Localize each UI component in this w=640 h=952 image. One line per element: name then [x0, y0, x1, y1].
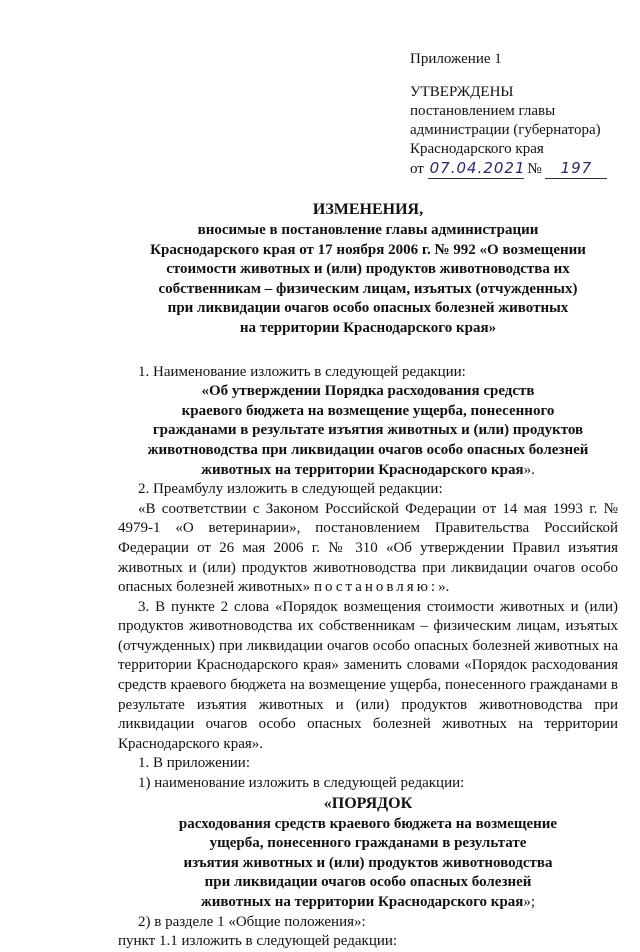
document-body [118, 200, 618, 952]
order-line: изъятия животных и (или) продуктов животноводства [183, 854, 553, 871]
heading-line: Краснодарского края от 17 ноября 2006 г. № 992 «О возмещении [150, 241, 586, 258]
item-1-line: гражданами в результате изъятия животных и (или) продуктов [152, 422, 584, 439]
item-2-spaced: постановляю: [313, 579, 439, 596]
item-1-line-last [118, 461, 618, 481]
heading-line: собственникам – физическим лицам, изъятых (отчужденных) [158, 280, 578, 297]
item-4-2: 2) в разделе 1 «Общие положения»: [138, 913, 366, 930]
heading-line: на территории Краснодарского края» [239, 319, 497, 336]
item-4-3: пункт 1.1 изложить в следующей редакции: [118, 933, 398, 950]
item-1-last-tail: ». [523, 461, 535, 478]
approved-label: УТВЕРЖДЕНЫ [410, 84, 514, 100]
item-3: 3. В пункте 2 слова «Порядок возмещения стоимости животных и (или) продуктов животноводства их собственникам – физическим лицам, изъятых (отчужденных) при ликвидации очагов особо опасных болезней животных на территории Краснодарского края» заменить словами «Порядок расходования средств краевого бюджета на возмещение ущерба, понесенного гражданами в результате изъятия животных и (или) продуктов животноводства при ликвидации очагов особо опасных болезней животных на территории Краснодарского края». [118, 598, 618, 752]
item-1-new-title [118, 382, 618, 480]
item-1-last-bold: животных на территории Краснодарского края [201, 461, 524, 478]
heading-line: стоимости животных и (или) продуктов животноводства их [166, 261, 570, 278]
item-4: 1. В приложении: [138, 755, 250, 772]
item-2-tail: ». [438, 579, 450, 596]
item-4-1: 1) наименование изложить в следующей редакции: [138, 775, 465, 792]
order-last-bold: животных на территории Краснодарского края [200, 894, 524, 910]
order-line: при ликвидации очагов особо опасных болезней [204, 874, 532, 891]
handwritten-date: 07.04.2021 [429, 159, 526, 177]
approved-line-3: Краснодарского края [410, 141, 544, 157]
annex-label: Приложение 1 [410, 51, 502, 67]
date-number-row [410, 159, 635, 179]
item-2: 2. Преамбулу изложить в следующей редакции: [138, 481, 443, 498]
document-heading [118, 200, 618, 339]
order-title-block [118, 794, 618, 913]
item-1-line: «Об утверждении Порядка расходования средств [201, 383, 535, 400]
heading-line: вносимые в постановление главы администрации [197, 222, 539, 238]
approved-line-2: администрации (губернатора) [410, 122, 601, 138]
item-1: 1. Наименование изложить в следующей редакции: [138, 363, 466, 380]
item-1-line: животноводства при ликвидации очагов особо опасных болезней [147, 441, 589, 458]
from-label: от [410, 161, 424, 177]
number-sign: № [527, 161, 542, 177]
heading-title: ИЗМЕНЕНИЯ, [312, 201, 424, 218]
order-line-last [118, 893, 618, 913]
item-2-body: «В соответствии с Законом Российской Федерации от 14 мая 1993 г. № 4979-1 «О ветеринарии», постановлением Правительства Российской Федерации от 26 мая 2006 г. № 310 «Об утверждении Правил изъятия животных и (или) продуктов животноводства при ликвидации очагов особо опасных болезней животных» [118, 500, 618, 596]
approved-line-1: постановлением главы [410, 103, 556, 119]
heading-line: при ликвидации очагов особо опасных болезней животных [167, 300, 569, 317]
order-line: расходования средств краевого бюджета на возмещение [178, 815, 558, 832]
order-title: «ПОРЯДОК [323, 794, 413, 812]
order-line: ущерба, понесенного гражданами в результате [209, 835, 527, 852]
approval-block [410, 50, 635, 179]
order-last-tail: »; [523, 894, 536, 910]
item-2-text [118, 500, 618, 598]
item-1-line: краевого бюджета на возмещение ущерба, понесенного [181, 402, 555, 419]
handwritten-number: 197 [545, 159, 607, 179]
